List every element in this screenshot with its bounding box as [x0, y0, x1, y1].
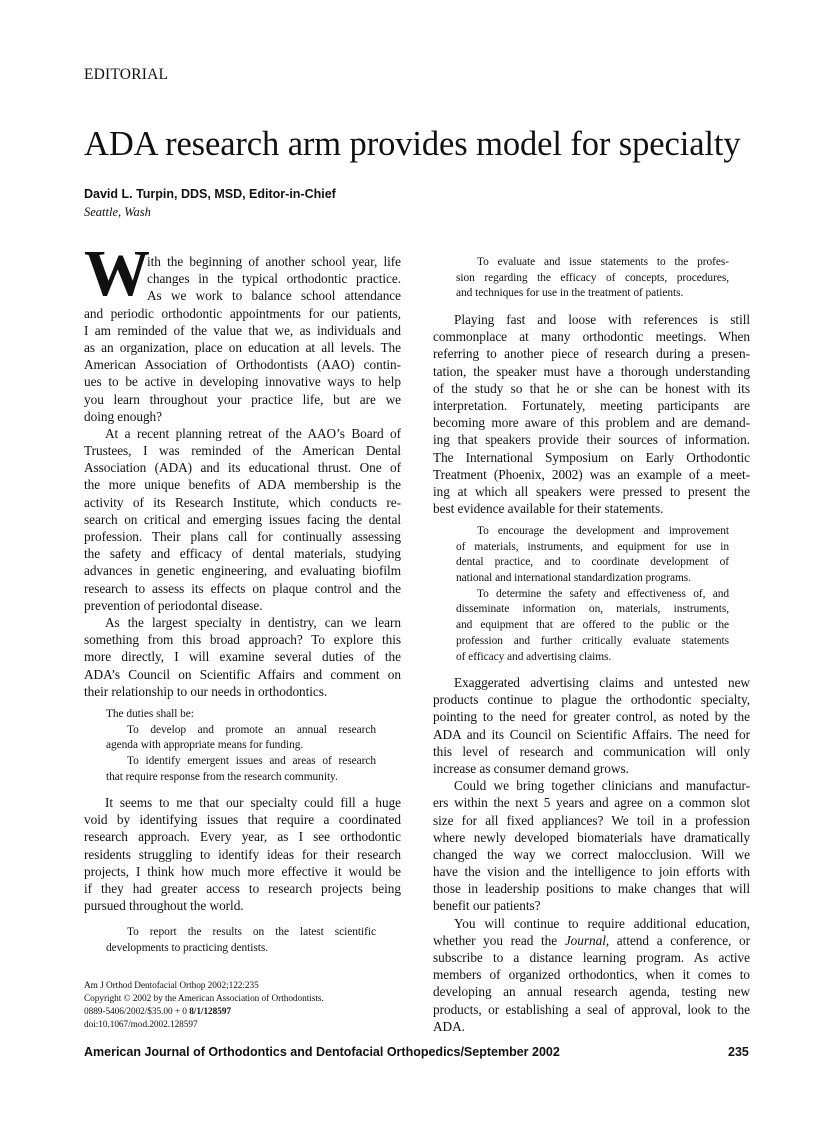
duties-quote — [106, 707, 376, 785]
text-line: and equipment that are offered to the public or the — [456, 619, 729, 632]
text-line: To identify emergent issues and areas of research — [127, 755, 376, 768]
text-line: To determine the safety and effectiveness of, and — [477, 587, 729, 600]
text-line: their relationship to our needs in orthodontics. — [84, 683, 328, 699]
text-line: advances in genetic engineering, and evaluating biofilm — [84, 563, 401, 579]
text-line: American Association of Orthodontists (AAO) contin- — [84, 357, 401, 373]
text-line: You will continue to require additional education, — [454, 915, 750, 931]
text-line: products continue to plague the orthodontic specialty, — [433, 692, 750, 708]
text-line: Exaggerated advertising claims and untested new — [454, 675, 750, 690]
text-line: To evaluate and issue statements to the profes- — [477, 256, 729, 268]
text-line: To develop and promote an annual research — [127, 723, 376, 736]
text-line: tation, the speaker must have a thorough understanding — [433, 363, 750, 379]
text-line: ADA. — [433, 1018, 465, 1034]
text-line: where newly developed biomaterials have dramatically — [433, 829, 750, 845]
text-line: profession and further critically evaluate statements — [456, 634, 729, 647]
left-column-body-2 — [84, 794, 401, 914]
text-line: referring to another piece of research during a presen- — [433, 346, 750, 362]
drop-cap: W — [84, 237, 150, 310]
text-line: As we work to balance school attendance — [147, 288, 401, 304]
text-line: commonplace at many orthodontic meetings. When — [433, 329, 750, 345]
text-line: subscribe to a distance learning program. As active — [433, 950, 750, 965]
text-line: As the largest specialty in dentistry, can we learn — [105, 614, 401, 630]
text-line: of efficacy and advertising claims. — [456, 650, 612, 663]
text-line: you learn throughout your practice life, but are we — [84, 391, 401, 407]
text-line: of the study so that he or she can be honest with its — [433, 380, 750, 396]
text-line — [84, 1006, 401, 1019]
text-line: doi:10.1067/mod.2002.128597 — [84, 1020, 198, 1030]
section-label: EDITORIAL — [84, 66, 169, 83]
text-line: ADA and its Council on Scientific Affairs. The need for — [433, 726, 750, 742]
text-line: It seems to me that our specialty could fill a huge — [105, 795, 401, 810]
text-line: To report the results on the latest scientific — [127, 926, 376, 938]
text-line: projects, I think how much more effective it would be — [84, 863, 401, 879]
standards-quote — [456, 524, 729, 665]
text-line: sion regarding the efficacy of concepts, procedures, — [456, 271, 729, 284]
text-line: disseminate information on, materials, instruments, — [456, 603, 729, 616]
italic-text: Journal — [564, 932, 606, 948]
text-segment: , attend a conference, or — [605, 932, 750, 948]
text-line: agenda with appropriate means for funding. — [106, 739, 304, 752]
left-column-body — [84, 253, 401, 700]
bold-text: 8/1/128597 — [189, 1007, 232, 1017]
text-line: national and international standardization programs. — [456, 572, 691, 585]
page-number: 235 — [728, 1045, 749, 1059]
footer-journal: American Journal of Orthodontics and Dentofacial Orthopedics/September 2002 — [84, 1045, 560, 1059]
text-line: of materials, instruments, and equipment for use in — [456, 540, 729, 553]
text-line: the more unique benefits of ADA membership is the — [84, 477, 401, 493]
text-line: Playing fast and loose with references is still — [454, 312, 750, 327]
text-line: developing an annual research agenda, testing new — [433, 984, 750, 1000]
text-line: something from this broad approach? To explore this — [84, 632, 401, 648]
text-line: Copyright © 2002 by the American Association of Orthodontists. — [84, 994, 324, 1004]
text-line: prevention of periodontal disease. — [84, 597, 263, 613]
text-line: ers within the next 5 years and agree on a common slot — [433, 795, 750, 811]
text-line: Trustees, I was reminded of the American Dental — [84, 443, 401, 459]
text-line: Treatment (Phoenix, 2002) was an example of a meet- — [433, 466, 750, 482]
text-line: benefit our patients? — [433, 898, 541, 914]
text-line: developments to practicing dentists. — [106, 941, 269, 954]
text-line: To encourage the development and improvement — [477, 525, 729, 537]
text-line — [433, 932, 750, 949]
text-line: members of organized orthodontics, when it comes to — [433, 967, 750, 983]
text-line: void by identifying issues that require a coordinated — [84, 812, 401, 828]
text-line: size for all fixed appliances? We toil in a profession — [433, 812, 750, 828]
report-quote — [106, 925, 376, 956]
text-line: At a recent planning retreat of the AAO’s Board of — [105, 425, 401, 441]
text-segment: whether you read the — [433, 932, 565, 948]
text-line: becoming more aware of this problem and are demand- — [433, 415, 750, 431]
right-column-body-2 — [433, 674, 750, 1035]
text-line: research to assess its effects on plaque control and the — [84, 580, 401, 596]
text-line: The International Symposium on Early Orthodontic — [433, 449, 750, 465]
text-line: as an organization, place on education at all levels. The — [84, 339, 401, 355]
text-line: this level of research and communication will only — [433, 743, 750, 759]
text-line: ith the beginning of another school year, life — [147, 254, 401, 269]
text-segment: 0889-5406/2002/$35.00 + 0 — [84, 1007, 190, 1017]
text-line: interpretation. Fortunately, meeting participants are — [433, 397, 750, 413]
text-line: the safety and efficacy of dental materials, studying — [84, 546, 401, 562]
text-line: dental practice, and to coordinate development of — [456, 556, 729, 569]
text-line: Am J Orthod Dentofacial Orthop 2002;122:235 — [84, 981, 259, 991]
text-line: ues to be active in developing innovative ways to help — [84, 374, 401, 390]
author-byline: David L. Turpin, DDS, MSD, Editor-in-Chief — [84, 187, 336, 201]
text-line: pursued throughout the world. — [84, 898, 244, 914]
author-affiliation: Seattle, Wash — [84, 205, 151, 219]
text-line: pointing to the need for greater control, as noted by the — [433, 709, 750, 725]
text-line: ing that speakers provide their sources of information. — [433, 432, 750, 448]
text-line: best evidence available for their statements. — [433, 501, 664, 517]
evaluate-quote — [456, 255, 729, 302]
text-line: I am reminded of the value that we, as individuals and — [84, 322, 401, 338]
text-line: that require response from the research community. — [106, 770, 338, 783]
text-line: increase as consumer demand grows. — [433, 760, 629, 776]
text-line: and techniques for use in the treatment of patients. — [456, 287, 684, 300]
text-line: ADA’s Council on Scientific Affairs and comment on — [84, 666, 401, 682]
citation-footnote — [84, 980, 401, 1032]
text-line: residents struggling to identify ideas for their research — [84, 846, 401, 862]
article-title: ADA research arm provides model for specialty — [84, 125, 741, 163]
text-line: more directly, I will examine several duties of the — [84, 649, 401, 665]
text-line: those in leadership positions to make changes that will — [433, 881, 750, 897]
text-line: changed the way we correct malocclusion. Will we — [433, 846, 750, 862]
text-line: ing at which all speakers were pressed to present the — [433, 483, 750, 499]
text-line: and periodic orthodontic appointments for our patients, — [84, 305, 401, 321]
text-line: have the vision and the intelligence to join efforts with — [433, 864, 750, 880]
text-line: if they had greater access to research projects being — [84, 880, 401, 896]
text-line: products, or establishing a seal of approval, look to the — [433, 1001, 750, 1017]
text-line: changes in the typical orthodontic practice. — [147, 271, 401, 287]
text-line: activity of its Research Institute, which conducts re- — [84, 494, 401, 510]
text-line: doing enough? — [84, 408, 163, 424]
text-line: research approach. Every year, as I see orthodontic — [84, 829, 401, 845]
text-line: profession. Their plans call for continually assessing — [84, 529, 401, 544]
text-line: Could we bring together clinicians and manufactur- — [454, 778, 750, 794]
right-column-body — [433, 311, 750, 517]
text-line: Association (ADA) and its educational thrust. One of — [84, 460, 401, 476]
text-line: The duties shall be: — [106, 708, 194, 720]
text-line: search on critical and emerging issues facing the dental — [84, 511, 401, 527]
